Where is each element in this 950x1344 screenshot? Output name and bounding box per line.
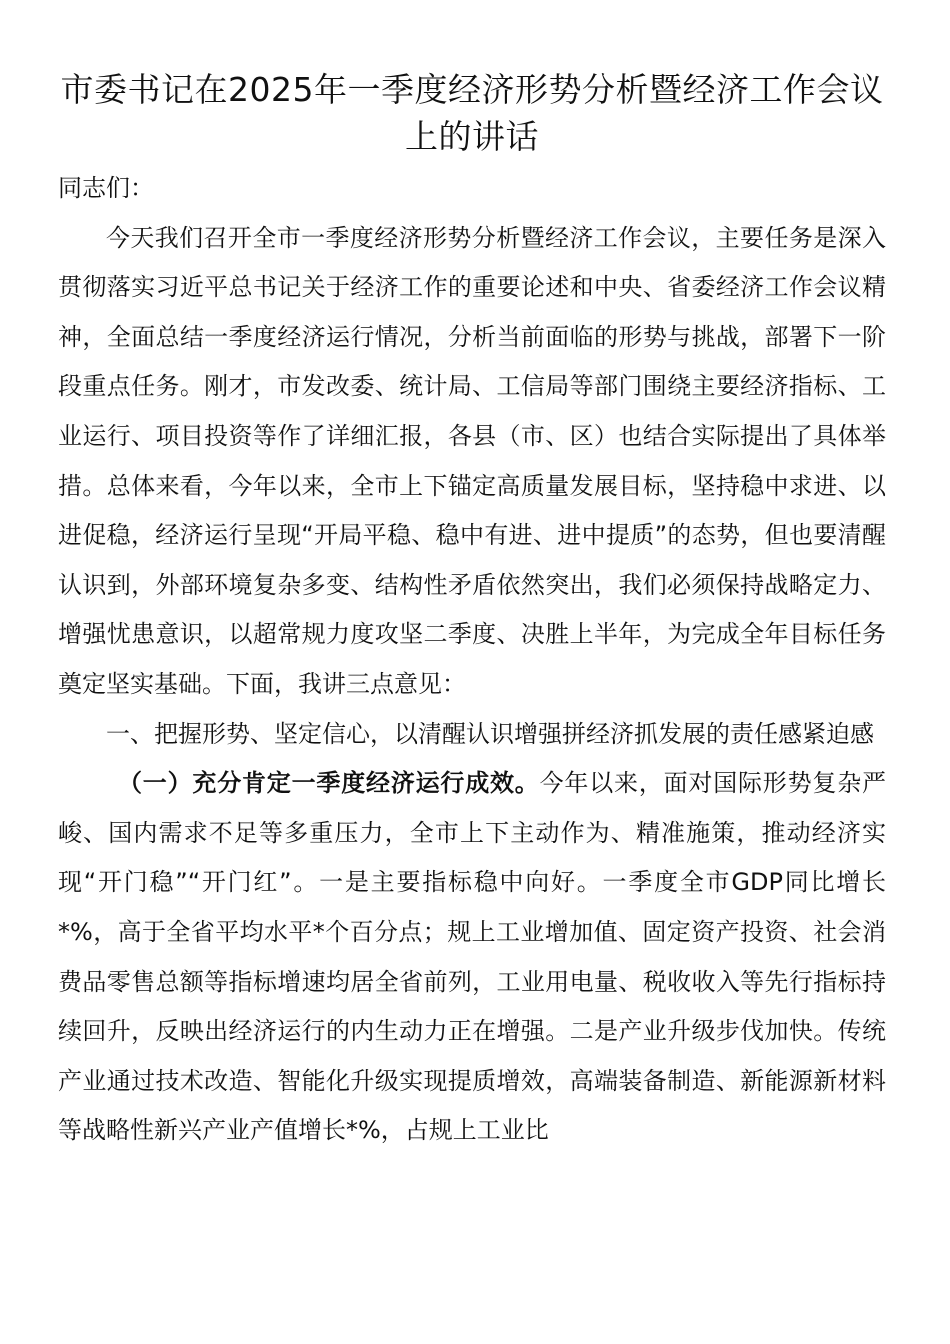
subsection-text-1: 今年以来，面对国际形势复杂严峻、国内需求不足等多重压力，全市上下主动作为、精准施策，推动经济实现“开门稳”“开门红”。一是主要指标稳中向好。一季度全市GDP同比增长*%，高于全省平均水平*个百分点；规上工业增加值、固定资产投资、社会消费品零售总额等指标增速均居全省前列，工业用电量、税收收入等先行指标持续回升，反映出经济运行的内生动力正在增强。二是产业升级步伐加快。传统产业通过技术改造、智能化升级实现提质增效，高端装备制造、新能源新材料等战略性新兴产业产值增长*%，占规上工业比 <box>58 769 887 1145</box>
subsection-paragraph-1 <box>58 759 886 1156</box>
salutation: 同志们： <box>58 174 154 202</box>
intro-paragraph: 今天我们召开全市一季度经济形势分析暨经济工作会议，主要任务是深入贯彻落实习近平总书记关于经济工作的重要论述和中央、省委经济工作会议精神，全面总结一季度经济运行情况，分析当前面临的形势与挑战，部署下一阶段重点任务。刚才，市发改委、统计局、工信局等部门围绕主要经济指标、工业运行、项目投资等作了详细汇报，各县（市、区）也结合实际提出了具体举措。总体来看，今年以来，全市上下锚定高质量发展目标，坚持稳中求进、以进促稳，经济运行呈现“开局平稳、稳中有进、进中提质”的态势，但也要清醒认识到，外部环境复杂多变、结构性矛盾依然突出，我们必须保持战略定力、增强忧患意识，以超常规力度攻坚二季度、决胜上半年，为完成全年目标任务奠定坚实基础。下面，我讲三点意见： <box>58 223 886 698</box>
subsection-lead-1: （一）充分肯定一季度经济运行成效。 <box>118 769 540 798</box>
document-title: 市委书记在2025年一季度经济形势分析暨经济工作会议上的讲话 <box>60 70 884 156</box>
section-heading-1: 一、把握形势、坚定信心，以清醒认识增强拼经济抓发展的责任感紧迫感 <box>106 719 874 748</box>
